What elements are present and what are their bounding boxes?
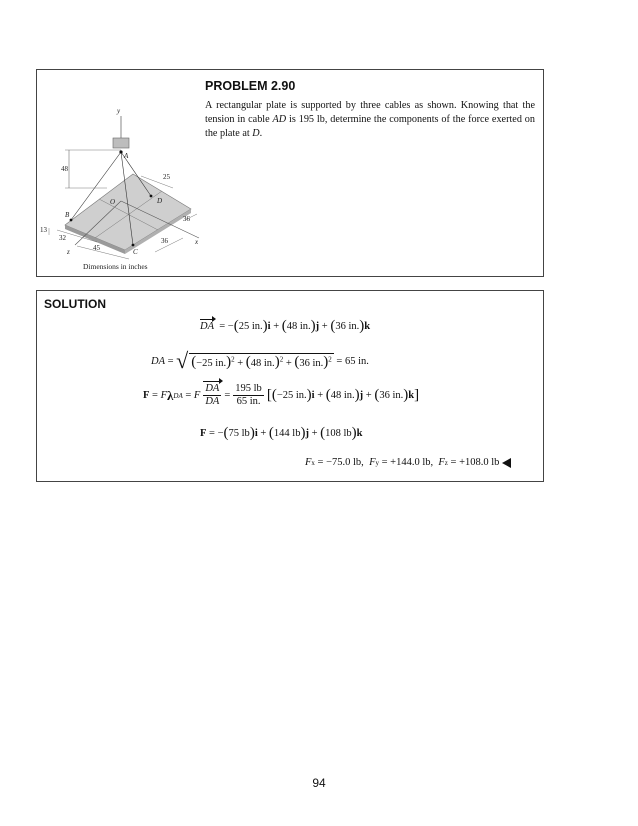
- problem-title: PROBLEM 2.90: [205, 79, 296, 93]
- equation-force-vector: F = F λ DA = F $\frac{DA}{DA}$ = $\frac{195 lb}{65 in.}$ [ ( −25 in. ) i + ( 48 in. ) j + ( 36 in. ) k ]: [143, 383, 420, 407]
- page-number: 94: [312, 776, 326, 790]
- point-a: [119, 150, 122, 153]
- dim-48: 48: [61, 165, 68, 173]
- point-d: [150, 195, 153, 198]
- point-c: [132, 244, 135, 247]
- dim-36-right: 36: [183, 215, 190, 223]
- equation-magnitude-da: DA = √ (−25 in.)$^2$ + (48 in.)$^2$ + (36 in.)$^2$ = 65 in.: [151, 348, 369, 373]
- solution-title: SOLUTION: [44, 297, 106, 311]
- problem-statement: A rectangular plate is supported by three cables as shown. Knowing that the tension in cable AD is 195 lb, determine the components of the force exerted on the plate at D.: [205, 100, 535, 139]
- point-b: [70, 219, 73, 222]
- dim-36-bottom: 36: [161, 237, 168, 245]
- label-o: O: [110, 198, 116, 206]
- label-y: y: [117, 107, 121, 115]
- label-d: D: [157, 197, 163, 205]
- solution-box: [36, 290, 544, 482]
- dim-25: 25: [163, 173, 170, 181]
- label-b: B: [65, 211, 70, 219]
- plate-top: [65, 174, 191, 250]
- answer-marker-icon: [502, 458, 511, 468]
- final-answer: F x = −75.0 lb, F y = +144.0 lb, F z = +108.0 lb: [305, 457, 511, 468]
- dim-13: 13: [40, 226, 47, 234]
- label-a: A: [124, 152, 129, 160]
- dim-45: 45: [93, 244, 100, 252]
- equation-vector-da: DA = − ( 25 in. ) i + ( 48 in. ) j + ( 36 in. ) k: [200, 318, 371, 334]
- figure-caption: Dimensions in inches: [83, 262, 148, 271]
- equation-force-components: F = − ( 75 lb ) i + ( 144 lb ) j + ( 108 lb ) k: [200, 425, 363, 441]
- label-c: C: [133, 248, 138, 256]
- dim-32: 32: [59, 234, 66, 242]
- label-z: z: [67, 248, 70, 256]
- problem-box: [36, 69, 544, 277]
- support-block: [113, 138, 129, 148]
- label-x: x: [195, 238, 199, 246]
- problem-figure: [37, 70, 205, 276]
